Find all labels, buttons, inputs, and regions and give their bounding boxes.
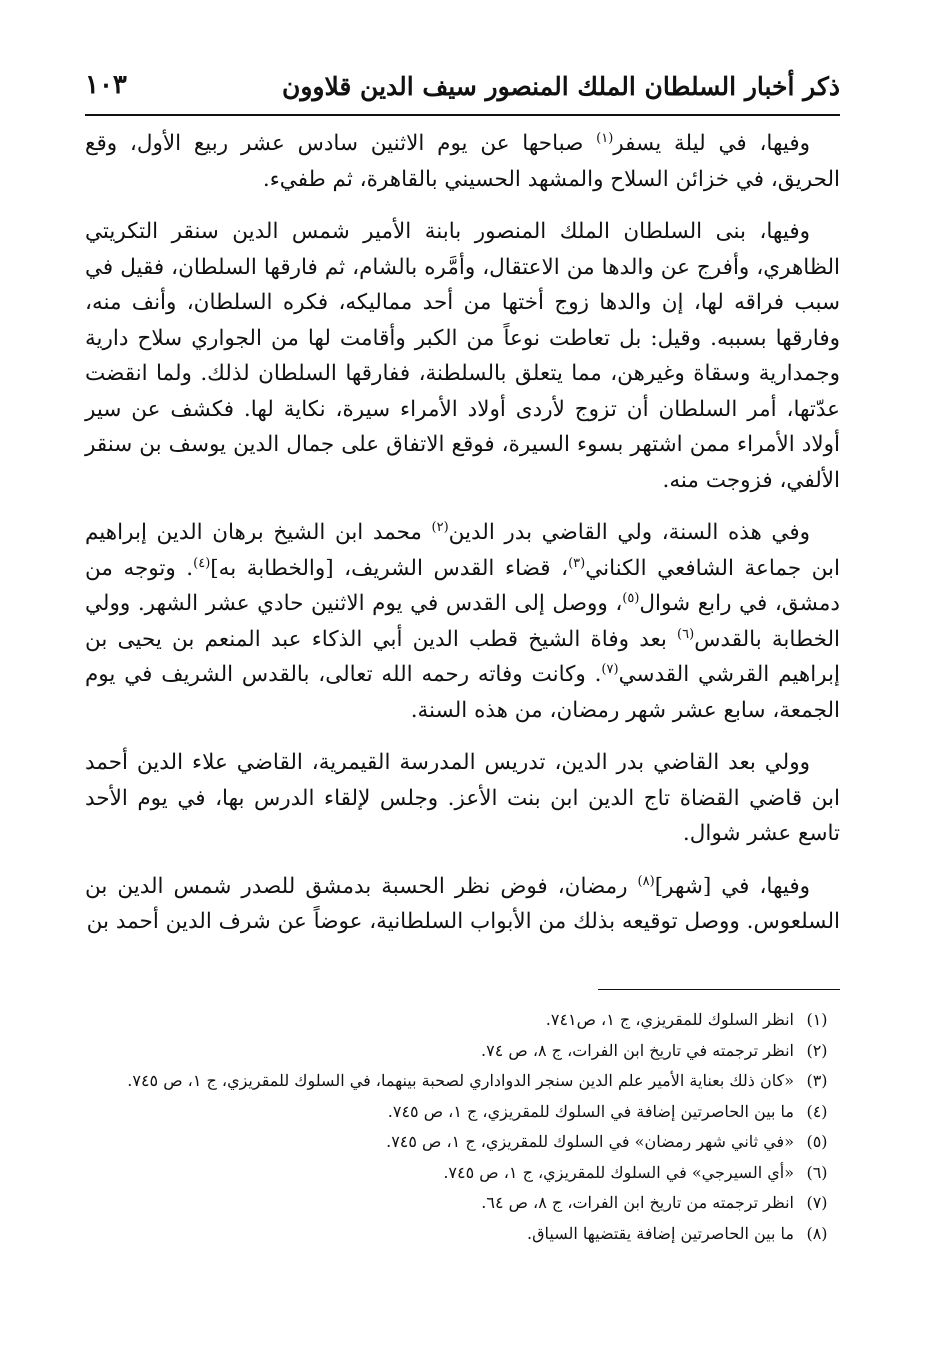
footnote (85, 1066, 840, 1097)
footnote-reference: (٤) (193, 555, 211, 571)
footnote-text: ما بين الحاصرتين إضافة في السلوك للمقريزي، ج ١، ص ٧٤٥. (387, 1101, 794, 1121)
paragraph (85, 126, 840, 197)
footnote (85, 1097, 840, 1128)
footnote-reference: (١) (596, 130, 614, 146)
footnote-text: انظر ترجمته في تاريخ ابن الفرات، ج ٨، ص ٧٤. (481, 1040, 794, 1060)
footnote-reference: (٦) (677, 626, 695, 642)
paragraph-text: . وكانت وفاته رحمه الله تعالى، بالقدس الشريف في يوم الجمعة، سابع عشر شهر رمضان، من هذه السنة. (85, 662, 840, 723)
footnote-text: «في ثاني شهر رمضان» في السلوك للمقريزي، ج ١، ص ٧٤٥. (386, 1132, 794, 1151)
paragraph-text: وفيها، في ليلة يسفر (613, 131, 810, 156)
footnote-text: انظر ترجمته من تاريخ ابن الفرات، ج ٨، ص ٦٤. (481, 1193, 794, 1212)
paragraph-text: وفيها، بنى السلطان الملك المنصور بابنة الأمير شمس الدين سنقر التكريتي الظاهري، وأفرج عن والدها من الاعتقال، وأمَّره بالشام، ثم فارقها السلطان، فقيل في سبب فراقه لها، إن والدها زوج أختها من أحد مماليكه، فكره السلطان، وأنف منه، وفارقها بسببه. وقيل: بل تعاطت نوعاً من الكبر وأقامت لها من الجواري سلاح دارية وجمدارية وسقاة وغيرهن، مما يتعلق بالسلطنة، ففارقها السلطان لذلك. ولما انقضت عدّتها، أمر السلطان أن تزوج لأردى أولاد الأمراء سيرة، نكاية لها. فكشف عن سير أولاد الأمراء ممن اشتهر بسوء السيرة، فوقع الاتفاق على جمال الدين يوسف بن سنقر الألفي، فزوجت منه. (85, 219, 840, 493)
footnote-number: (٤) (806, 1101, 828, 1121)
footnote-number: (٣) (806, 1071, 828, 1090)
paragraph-text: محمد ابن الشيخ برهان الدين إبراهيم ابن جماعة الشافعي الكناني (85, 520, 841, 581)
footnote-number: (٥) (806, 1132, 828, 1151)
footnote-reference: (٥) (622, 590, 640, 606)
page-number: ١٠٣ (85, 70, 127, 100)
header-rule (85, 114, 840, 116)
paragraph (85, 214, 840, 498)
footnote-text: «أي السيرجي» في السلوك للمقريزي، ج ١، ص ٧٤٥. (443, 1162, 794, 1182)
paragraph-text: ، ووصل إلى القدس في يوم الاثنين حادي عشر الشهر. وولي الخطابة بالقدس (85, 591, 840, 652)
footnote-reference: (٣) (568, 555, 586, 571)
footnote-number: (٦) (806, 1162, 828, 1182)
footnote-number: (٨) (806, 1223, 828, 1243)
paragraph (85, 869, 840, 940)
footnote-number: (١) (806, 1010, 828, 1029)
paragraph-text: رمضان، فوض نظر الحسبة بدمشق للصدر شمس الدين بن السلعوس. ووصل توقيعه بذلك من الأبواب السلطانية، عوضاً عن شرف الدين أحمد بن (85, 873, 840, 934)
paragraph (85, 515, 840, 728)
paragraph-text: ، قضاء القدس الشريف، [والخطابة به] (210, 555, 569, 581)
footnote-text: انظر السلوك للمقريزي، ج ١، ص٧٤١. (545, 1010, 794, 1029)
paragraph-text: صباحها عن يوم الاثنين سادس عشر ربيع الأول، وقع الحريق، في خزائن السلاح والمشهد الحسيني بالقاهرة، ثم طفيء. (85, 131, 840, 192)
footnote (85, 1158, 840, 1189)
page-header (85, 62, 840, 112)
paragraph-text: بعد وفاة الشيخ قطب الدين أبي الذكاء عبد المنعم بن يحيى بن إبراهيم القرشي القدسي (85, 626, 840, 687)
paragraph (85, 745, 840, 852)
paragraph-text: وفي هذه السنة، ولي القاضي بدر الدين (448, 520, 810, 545)
footnote-reference: (٨) (637, 873, 655, 889)
footnote (85, 1036, 840, 1067)
footnote-text: ما بين الحاصرتين إضافة يقتضيها السياق. (527, 1223, 794, 1243)
paragraph-text: وولي بعد القاضي بدر الدين، تدريس المدرسة القيمرية، القاضي علاء الدين أحمد ابن قاضي القضاة تاج الدين ابن بنت الأعز. وجلس لإلقاء الدرس بها، في يوم الأحد تاسع عشر شوال. (85, 750, 841, 846)
paragraph-text: . وتوجه من دمشق، في رابع شوال (85, 555, 840, 616)
footnote-reference: (٢) (431, 519, 449, 535)
footnote-number: (٢) (806, 1040, 828, 1060)
footnote-text: «كان ذلك بعناية الأمير علم الدين سنجر الدواداري لصحبة بينهما، في السلوك للمقريزي، ج ١، ص ٧٤٥. (127, 1071, 794, 1090)
footnote (85, 1005, 840, 1036)
running-title: ذكر أخبار السلطان الملك المنصور سيف الدين قلاوون (281, 72, 840, 101)
footnote-number: (٧) (806, 1193, 828, 1212)
footnote (85, 1219, 840, 1250)
footnote-rule (598, 989, 840, 990)
footnote (85, 1127, 840, 1158)
footnote (85, 1188, 840, 1219)
paragraph-text: وفيها، في [شهر] (654, 873, 811, 899)
footnotes (85, 1005, 840, 1249)
footnote-reference: (٧) (601, 661, 619, 677)
body-text (85, 126, 840, 940)
